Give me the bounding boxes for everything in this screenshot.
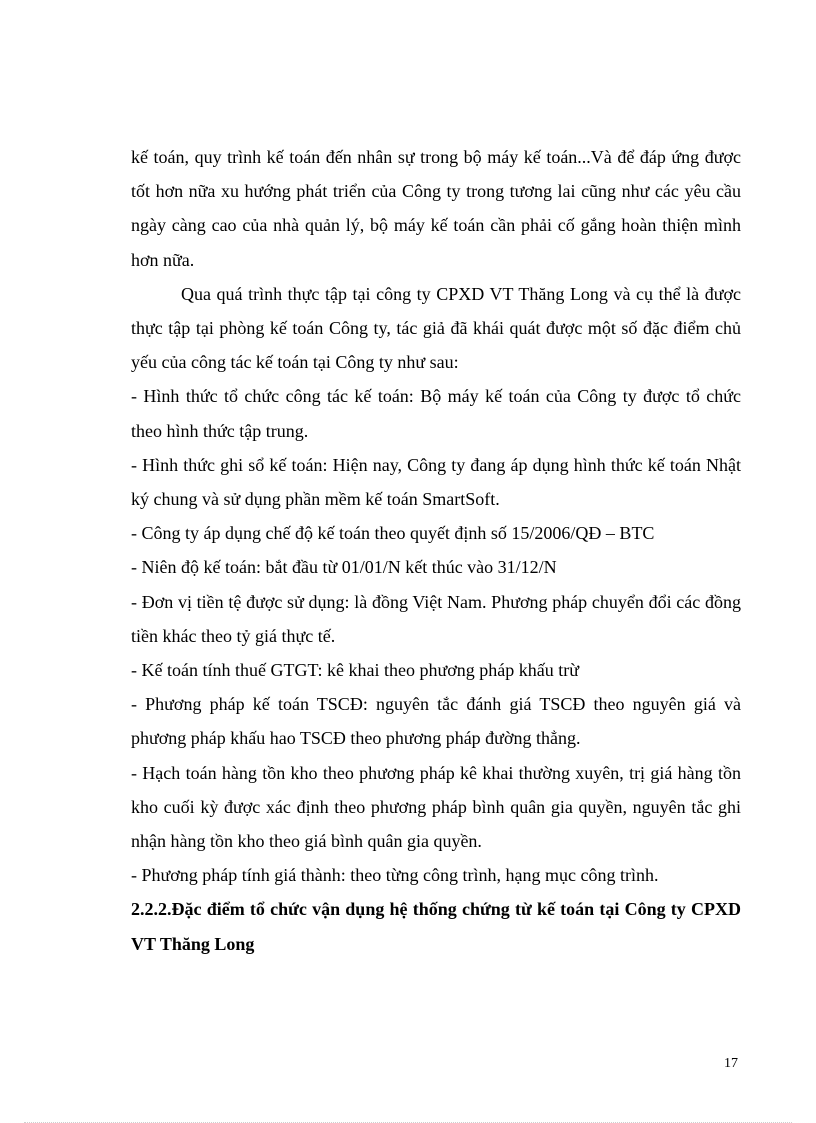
body-text <box>131 140 741 961</box>
list-item-fiscal-year: - Niên độ kế toán: bắt đầu từ 01/01/N kết thúc vào 31/12/N <box>131 557 557 578</box>
list-item-accounting-organization: - Hình thức tổ chức công tác kế toán: Bộ máy kế toán của Công ty được tổ chức theo hình thức tập trung. <box>131 386 741 441</box>
list-item-inventory: - Hạch toán hàng tồn kho theo phương pháp kê khai thường xuyên, trị giá hàng tồn kho cuối kỳ được xác định theo phương pháp bình quân gia quyền, nguyên tắc ghi nhận hàng tồn kho theo giá bình quân gia quyền. <box>131 762 741 852</box>
section-heading: 2.2.2.Đặc điểm tổ chức vận dụng hệ thống chứng từ kế toán tại Công ty CPXD VT Thăng Long <box>131 899 741 954</box>
list-item-accounting-regime: - Công ty áp dụng chế độ kế toán theo quyết định số 15/2006/QĐ – BTC <box>131 523 655 544</box>
list-item-currency: - Đơn vị tiền tệ được sử dụng: là đồng Việt Nam. Phương pháp chuyển đổi các đồng tiền khác theo tỷ giá thực tế. <box>131 591 741 646</box>
page-number: 17 <box>724 1056 738 1071</box>
paragraph-intro: Qua quá trình thực tập tại công ty CPXD VT Thăng Long và cụ thể là được thực tập tại phòng kế toán Công ty, tác giả đã khái quát được một số đặc điểm chủ yếu của công tác kế toán tại Công ty như sau: <box>131 283 741 373</box>
paragraph-continuation: kế toán, quy trình kế toán đến nhân sự trong bộ máy kế toán...Và để đáp ứng được tốt hơn nữa xu hướng phát triển của Công ty trong tương lai cũng như các yêu cầu ngày càng cao của nhà quản lý, bộ máy kế toán cần phải cố gắng hoàn thiện mình hơn nữa. <box>131 147 741 270</box>
list-item-vat: - Kế toán tính thuế GTGT: kê khai theo phương pháp khấu trừ <box>131 660 580 681</box>
list-item-fixed-assets: - Phương pháp kế toán TSCĐ: nguyên tắc đánh giá TSCĐ theo nguyên giá và phương pháp khấu hao TSCĐ theo phương pháp đường thẳng. <box>131 694 741 749</box>
list-item-costing: - Phương pháp tính giá thành: theo từng công trình, hạng mục công trình. <box>131 865 659 886</box>
list-item-bookkeeping-form: - Hình thức ghi sổ kế toán: Hiện nay, Công ty đang áp dụng hình thức kế toán Nhật ký chung và sử dụng phần mềm kế toán SmartSoft. <box>131 454 741 510</box>
